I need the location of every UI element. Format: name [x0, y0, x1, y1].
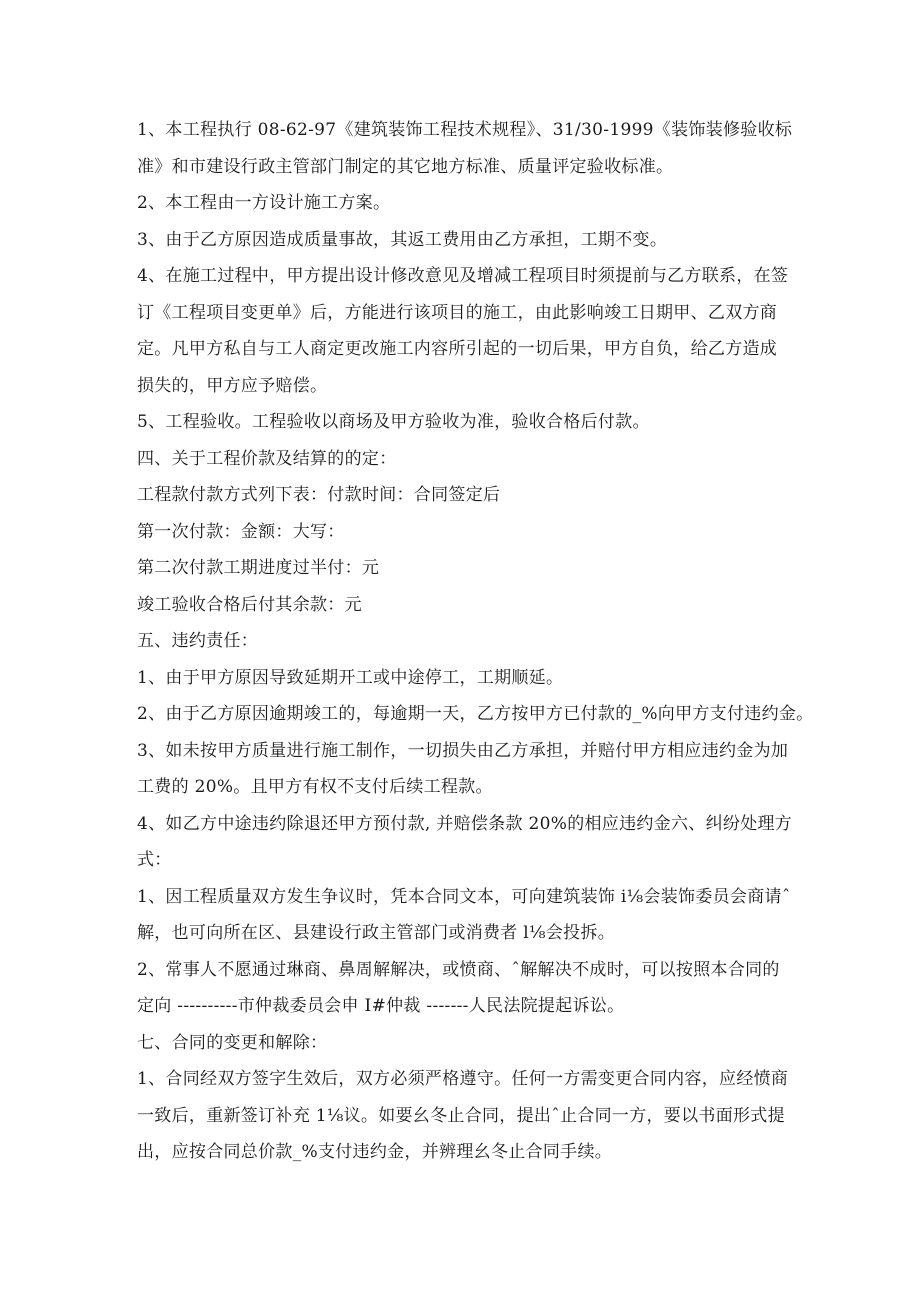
text-line: 定向 ----------市仲裁委员会申 I#仲裁 -------人民法院提起诉讼。	[137, 996, 625, 1016]
text-line: 2、由于乙方原因逾期竣工的，每逾期一天，乙方按甲方已付款的_%向甲方支付违约金。	[137, 704, 814, 724]
text-line: 4、如乙方中途违约除退还甲方预付款, 并赔偿条款 20%的相应违约金六、纠纷处理方	[137, 814, 793, 834]
text-line: 定。凡甲方私自与工人商定更改施工内容所引起的一切后果，甲方自负，给乙方造成	[137, 339, 778, 359]
text-line: 3、如未按甲方质量进行施工制作，一切损失由乙方承担，并赔付甲方相应违约金为加	[137, 741, 789, 761]
text-line: 1、本工程执行 08-62-97《建筑装饰工程技术规程》、31/30-1999《装饰装修验收标	[137, 120, 793, 140]
section-heading: 五、违约责任：	[137, 631, 259, 651]
text-line: 损失的，甲方应予赔偿。	[137, 376, 328, 396]
text-line: 4、在施工过程中，甲方提出设计修改意见及增减工程项目时须提前与乙方联系，在签	[137, 266, 789, 286]
text-line: 3、由于乙方原因造成质量事故，其返工费用由乙方承担，工期不变。	[137, 230, 668, 250]
text-line: 出，应按合同总价款_%支付违约金，并辨理幺冬止合同手续。	[137, 1142, 613, 1162]
text-line: 5、工程验收。工程验收以商场及甲方验收为准，验收合格后付款。	[137, 412, 650, 432]
text-line: 2、本工程由一方设计施工方案。	[137, 193, 391, 213]
text-line: 第二次付款工期进度过半付：元	[137, 558, 380, 578]
text-line: 竣工验收合格后付其余款：元	[137, 595, 362, 615]
text-line: 式：	[137, 850, 172, 870]
text-line: 订《工程项目变更单》后，方能进行该项目的施工，由此影响竣工日期甲、乙双方商	[137, 303, 778, 323]
text-line: 工费的 20%。且甲方有权不支付后续工程款。	[137, 777, 493, 797]
section-heading: 七、合同的变更和解除：	[137, 1033, 328, 1053]
text-line: 1、由于甲方原因导致延期开工或中途停工，工期顺延。	[137, 668, 564, 688]
section-heading: 四、关于工程价款及结算的的定：	[137, 449, 397, 469]
text-line: 1、因工程质量双方发生争议时，凭本合同文本，可向建筑装饰 i⅛会装饰委员会商请ˆ	[137, 887, 791, 907]
text-line: 解，也可向所在区、县建设行政主管部门或消费者 l⅛会投拆。	[137, 923, 616, 943]
text-line: 第一次付款：金额：大写：	[137, 522, 345, 542]
text-line: 一致后，重新签订补充 1⅛议。如要幺冬止合同，提出ˆ止合同一方，要以书面形式提	[137, 1106, 785, 1126]
text-line: 准》和市建设行政主管部门制定的其它地方标准、质量评定验收标准。	[137, 157, 674, 177]
text-line: 2、常事人不愿通过琳商、鼻周解解决，或愤商、ˆ解解决不成时，可以按照本合同的	[137, 960, 780, 980]
text-line: 1、合同经双方签字生效后，双方必须严格遵守。任何一方需变更合同内容，应经愤商	[137, 1069, 789, 1089]
text-line: 工程款付款方式列下表：付款时间：合同签定后	[137, 485, 501, 505]
